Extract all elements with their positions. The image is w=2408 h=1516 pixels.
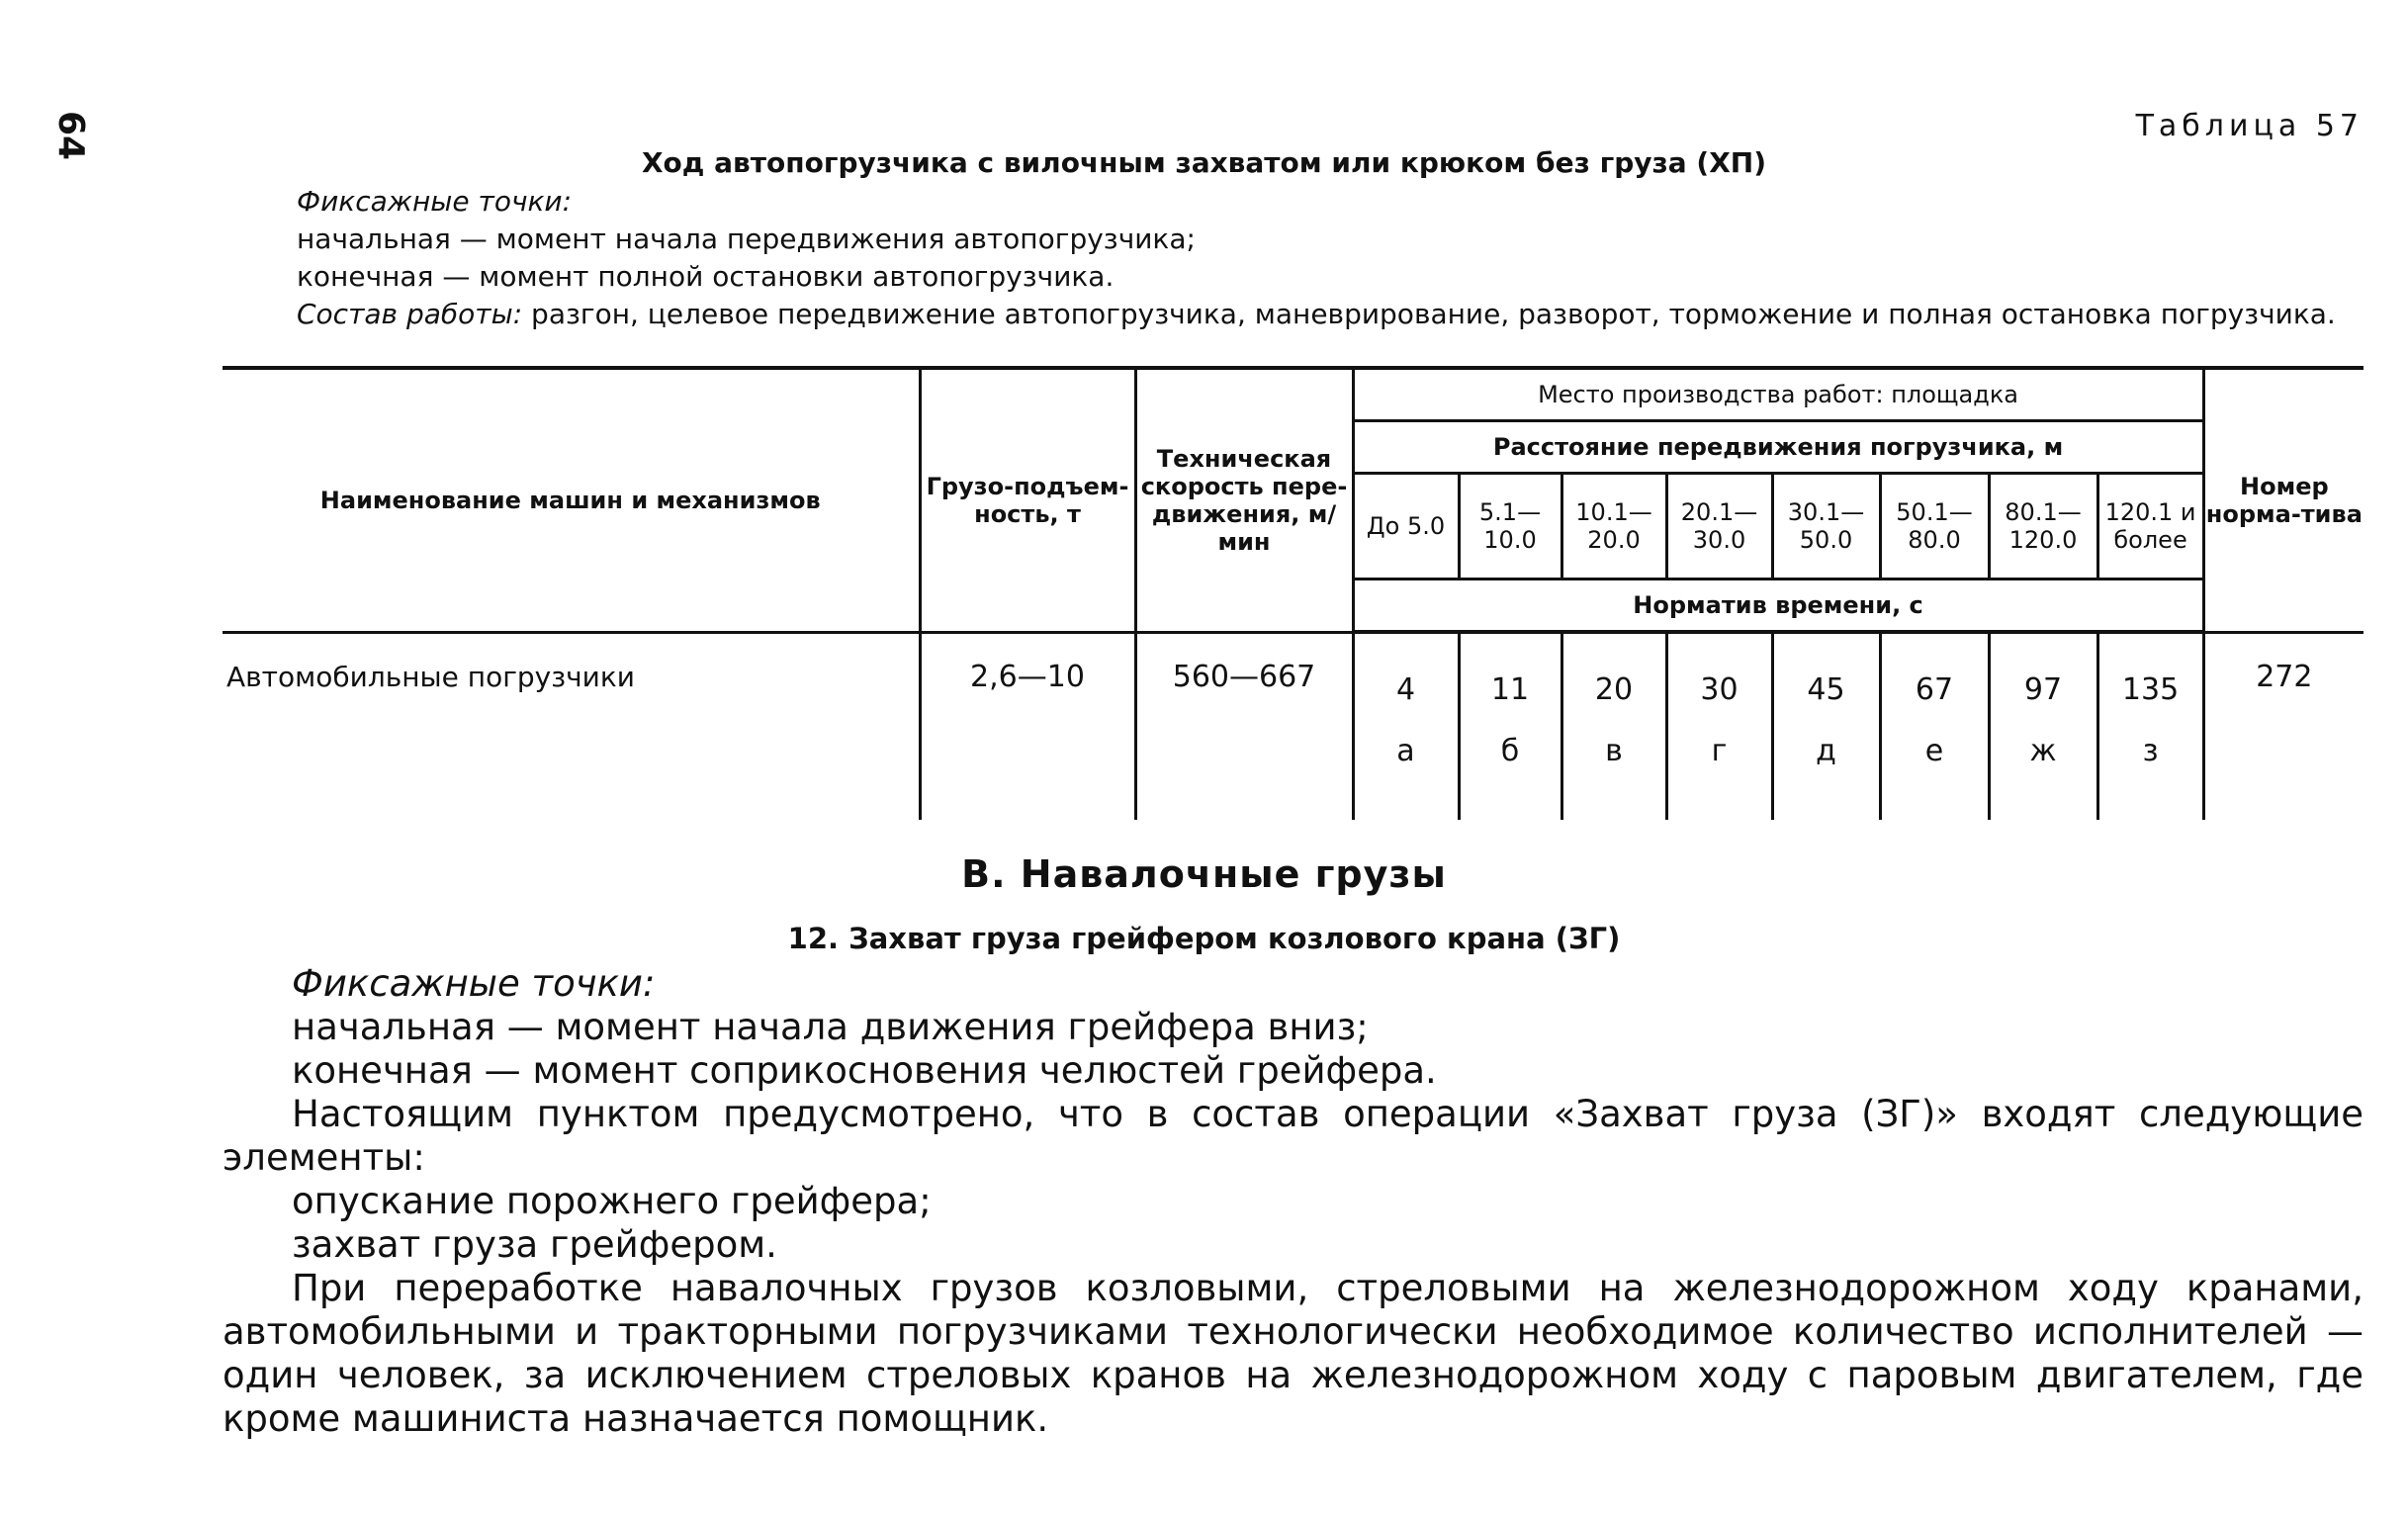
time-norm-cell — [1666, 632, 1772, 820]
time-norm-cell — [1561, 632, 1666, 820]
list-item: опускание порожнего грейфера; — [292, 1180, 932, 1222]
norm-letter: а — [1396, 734, 1415, 768]
range-cell: 80.1—120.0 — [1989, 474, 2097, 580]
fix-points-heading: Фиксажные точки: — [297, 185, 573, 218]
norm-letter: б — [1500, 734, 1520, 768]
norm-table — [223, 366, 2363, 820]
time-value: 67 — [1915, 672, 1954, 707]
start-point-text: начальная — момент начала движения грейфера вниз; — [292, 1006, 1369, 1048]
range-cell: 20.1—30.0 — [1666, 474, 1772, 580]
end-point-text: конечная — момент полной остановки автопогрузчика. — [297, 260, 1115, 293]
section-title: В. Навалочные грузы — [961, 852, 1447, 896]
time-norm-cell — [1880, 632, 1989, 820]
paragraph: При переработке навалочных грузов козловыми, стреловыми на железнодорожном ходу кранами, автомобильными и тракторными погрузчиками технологически необходимое количество исполнителей — один человек, за исключением стреловых кранов на железнодорожном ходу с паровым двигателем, где кроме машиниста назначается помощник. — [223, 1267, 2363, 1440]
header-time-norm: Норматив времени, с — [1353, 580, 2203, 633]
range-cell: 5.1—10.0 — [1459, 474, 1561, 580]
list-item: захват груза грейфером. — [292, 1223, 777, 1266]
header-work-place: Место производства работ: площадка — [1353, 368, 2203, 421]
range-cell: 30.1—50.0 — [1772, 474, 1880, 580]
body-text — [223, 962, 2363, 1441]
work-text: разгон, целевое передвижение автопогрузчика, маневрирование, разворот, торможение и полная остановка погрузчика. — [522, 298, 2336, 330]
time-norm-cell — [1459, 632, 1561, 820]
header-capacity: Грузо-подъем-ность, т — [920, 368, 1135, 632]
paragraph: Настоящим пунктом предусмотрено, что в состав операции «Захват груза (ЗГ)» входят следующие элементы: — [223, 1093, 2363, 1179]
header-speed: Техническая скорость пере-движения, м/мин — [1135, 368, 1353, 632]
norm-number-value: 272 — [2203, 632, 2363, 820]
work-label: Состав работы: — [297, 298, 523, 330]
start-point-text: начальная — момент начала передвижения автопогрузчика; — [297, 223, 1196, 255]
page-number: 64 — [50, 111, 91, 161]
time-value: 4 — [1395, 672, 1416, 707]
range-cell: 50.1—80.0 — [1880, 474, 1989, 580]
end-point-text: конечная — момент соприкосновения челюстей грейфера. — [292, 1049, 1437, 1092]
time-value: 97 — [2023, 672, 2063, 707]
table-label: Таблица 57 — [2135, 109, 2363, 143]
speed-value: 560—667 — [1135, 632, 1353, 820]
time-value: 20 — [1594, 672, 1634, 707]
time-value: 135 — [2121, 672, 2180, 707]
work-composition — [223, 296, 2363, 333]
table-intro — [223, 183, 2363, 333]
time-value: 45 — [1807, 672, 1845, 707]
header-norm-number: Номер норма-тива — [2203, 368, 2363, 632]
capacity-value: 2,6—10 — [920, 632, 1135, 820]
time-norm-cell — [2097, 632, 2203, 820]
range-cell: 120.1 и более — [2097, 474, 2203, 580]
machine-name: Автомобильные погрузчики — [223, 632, 920, 820]
subsection-title: 12. Захват груза грейфером козлового крана (ЗГ) — [787, 922, 1621, 955]
range-cell: До 5.0 — [1353, 474, 1459, 580]
norm-letter: г — [1711, 734, 1728, 768]
time-norm-cell — [1353, 632, 1459, 820]
range-cell: 10.1—20.0 — [1561, 474, 1666, 580]
table-title: Ход автопогрузчика с вилочным захватом или крюком без груза (ХП) — [641, 146, 1767, 179]
time-value: 11 — [1490, 672, 1530, 707]
fix-points-heading: Фиксажные точки: — [292, 962, 656, 1005]
time-value: 30 — [1700, 672, 1739, 707]
norm-letter: з — [2142, 734, 2159, 768]
norm-letter: е — [1924, 734, 1944, 768]
table-row — [223, 632, 2363, 820]
header-machine-name: Наименование машин и механизмов — [223, 368, 920, 632]
time-norm-cell — [1772, 632, 1880, 820]
header-distance: Расстояние передвижения погрузчика, м — [1353, 421, 2203, 474]
norm-letter: д — [1816, 734, 1836, 768]
norm-letter: в — [1605, 734, 1623, 768]
time-norm-cell — [1989, 632, 2097, 820]
norm-letter: ж — [2029, 734, 2057, 768]
